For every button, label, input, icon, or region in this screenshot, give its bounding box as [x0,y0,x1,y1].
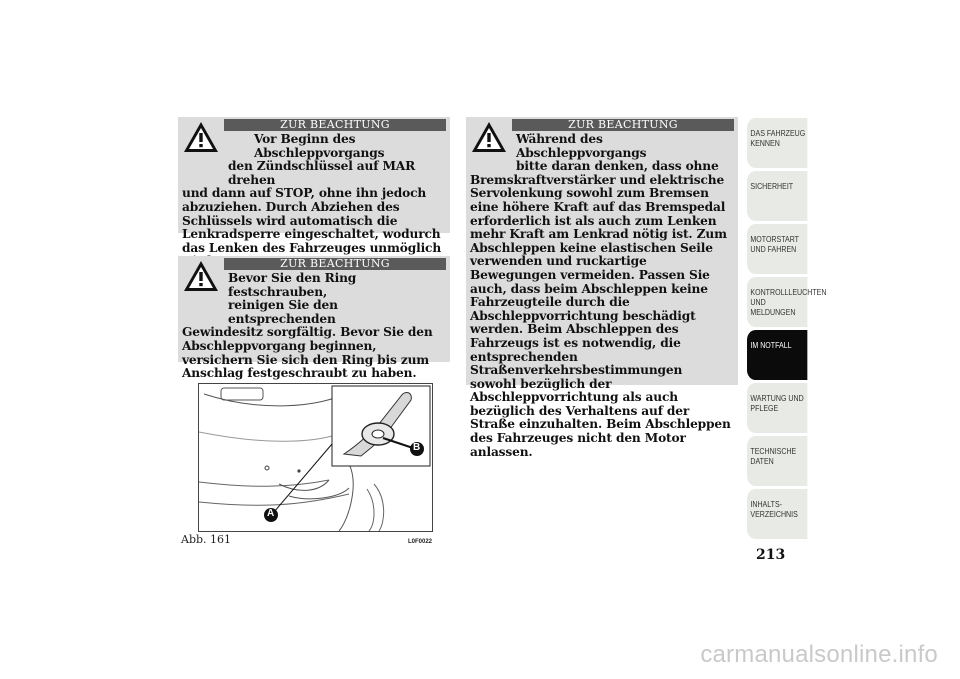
tab-im-notfall[interactable]: IM NOTFALL [747,330,807,380]
warning-note-1 [178,117,450,255]
warning-note-2 [178,256,450,381]
tab-das-fahrzeug-kennen[interactable]: DAS FAHRZEUG KENNEN [747,118,807,168]
note-line-1: Während des Abschleppvorgangs [516,132,647,160]
note-text: Gewindesitz sorgfältig. Bevor Sie den Abschleppvorgang beginnen, versichern Sie sich den Ring bis zum Anschlag festgeschraubt zu haben. [182,325,433,381]
figure-caption: Abb. 161 [181,533,232,546]
figure-code: L0F0022 [408,539,433,545]
note-line-2: reinigen Sie den entsprechenden [228,298,338,326]
note-line-2: den Zündschlüssel auf MAR drehen [228,159,416,187]
note-line-1: Bevor Sie den Ring festschrauben, [228,271,357,299]
page-number: 213 [756,547,786,563]
tab-kontrollleuchten[interactable]: KONTROLLLEUCHTEN UND MELDUNGEN [747,277,807,327]
towing-eye-figure [198,383,433,532]
note-header: ZUR BEACHTUNG [224,258,446,270]
tab-motorstart-und-fahren[interactable]: MOTORSTART UND FAHREN [747,224,807,274]
note-header: ZUR BEACHTUNG [224,119,446,131]
rear-bumper-illustration [199,384,432,531]
tab-sicherheit[interactable]: SICHERHEIT [747,171,807,221]
note-line-1: Vor Beginn des Abschleppvorgangs [254,132,385,160]
warning-note-3 [466,117,738,459]
label-a: A [267,508,275,519]
note-line-2: bitte daran denken, dass ohne [516,159,719,174]
note-text: Bremskraftverstärker und elektrische Servolenkung sowohl zum Bremsen eine höhere Kraft auf das Bremspedal erforderlich ist als auch zum Lenken mehr Kraft am Lenkrad nötig ist. Zum Abschleppen keine elastischen Seile verwenden und ruckartige Bewegungen vermeiden. Passen Sie auch, dass beim Abschleppen keine Fahrzeugteile durch die Abschleppvorrichtung beschädigt werden. Beim Abschleppen des Fahrzeugs ist es notwendig, die entsprechenden Straßenverkehrsbestimmungen sowohl bezüglich der Abschleppvorrichtung als auch bezüglich des Verhaltens auf der Straße einzuhalten. Beim Abschleppen des Fahrzeuges nicht den Motor anlassen. [470,172,731,459]
note-text: und dann auf STOP, ohne ihn jedoch abzuziehen. Durch Abziehen des Schlüssels wird automatisch die Lenkradsperre eingeschaltet, wodurch das Lenken des Fahrzeuges unmöglich [182,186,442,255]
tab-inhaltsverzeichnis[interactable]: INHALTS-VERZEICHNIS [747,489,807,539]
label-b: B [413,442,421,453]
tab-technische-daten[interactable]: TECHNISCHE DATEN [747,436,807,486]
tab-wartung-und-pflege[interactable]: WARTUNG UND PFLEGE [747,383,807,433]
watermark: carmanualsonline.info [700,641,938,668]
note-header: ZUR BEACHTUNG [512,119,734,131]
